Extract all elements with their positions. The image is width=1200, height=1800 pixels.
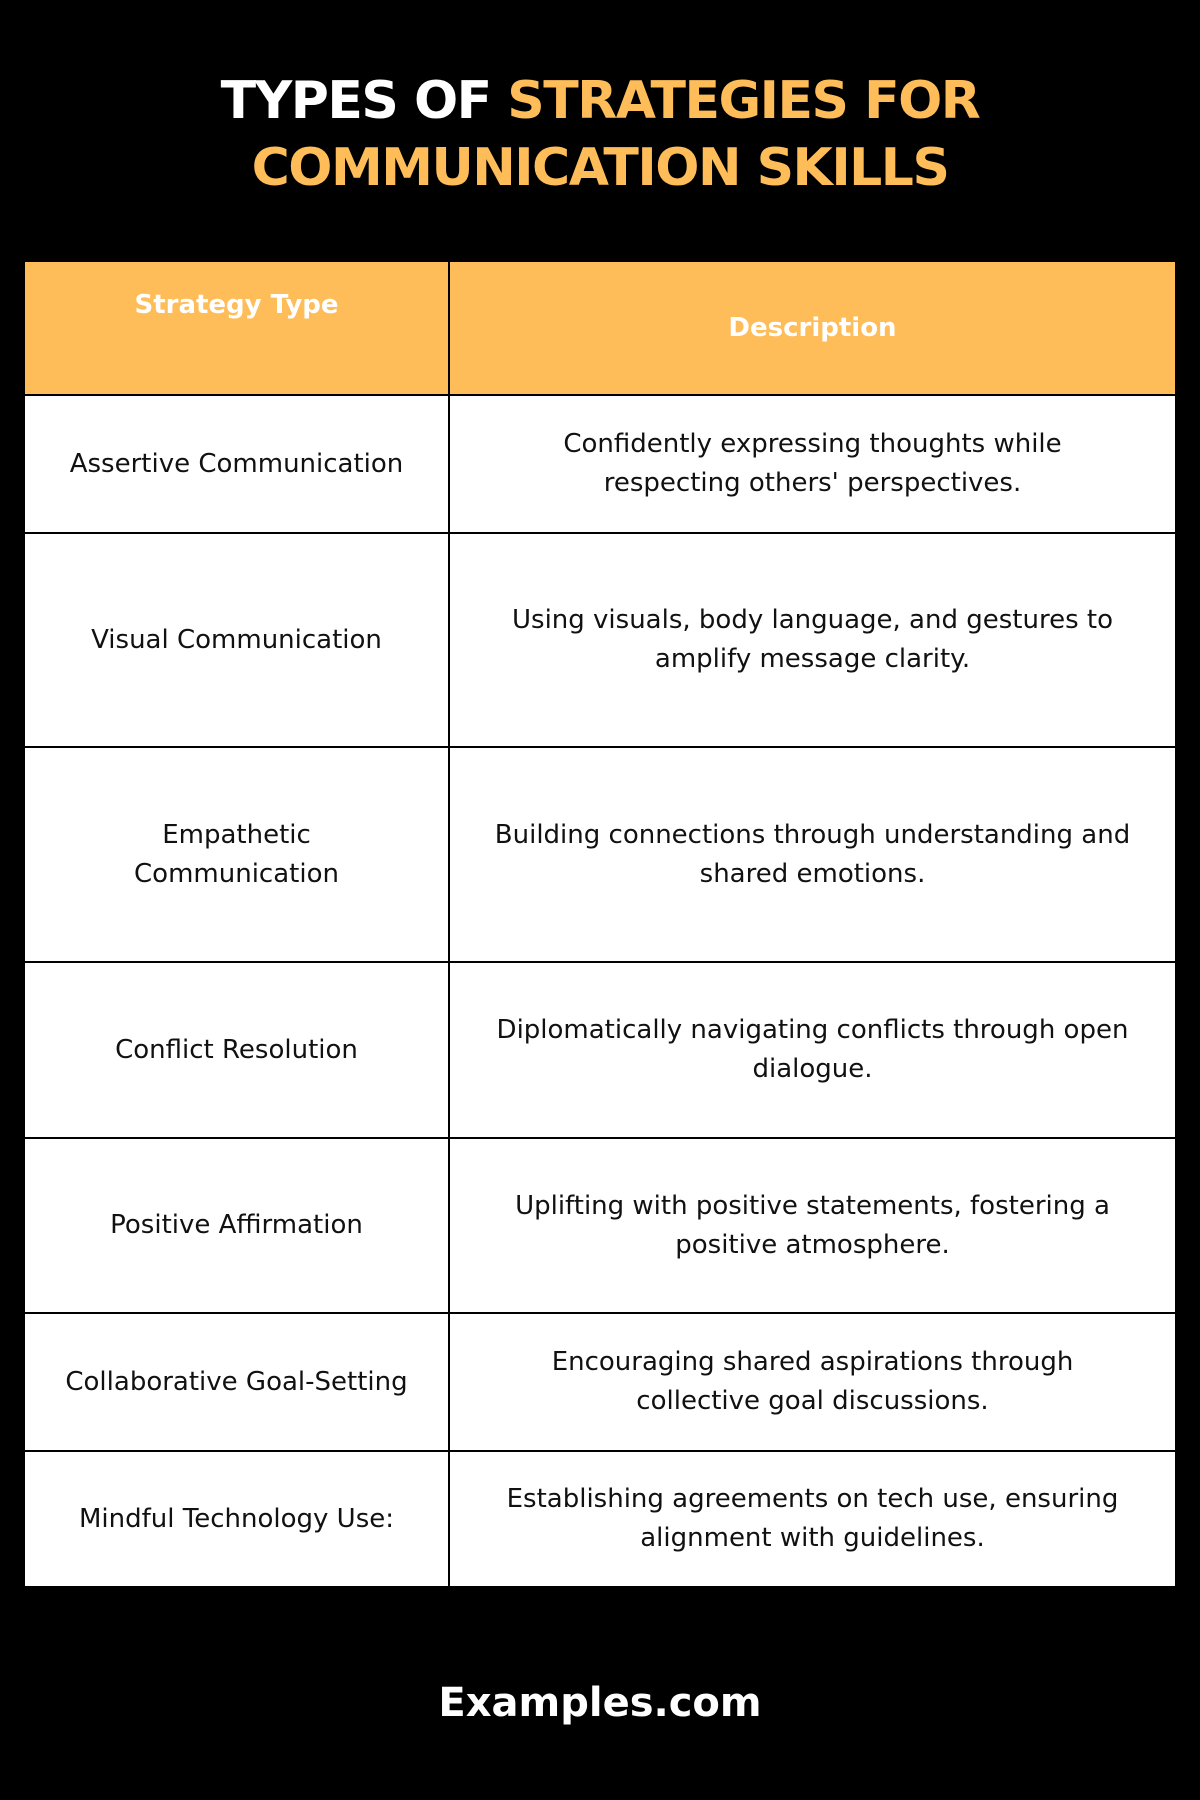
cell-type: Positive Affirmation: [24, 1138, 449, 1313]
cell-description: Confidently expressing thoughts while respecting others' perspectives.: [449, 395, 1176, 533]
table-row: [24, 1313, 1176, 1451]
footer-brand: Examples.com: [438, 1680, 762, 1726]
table-row: [24, 395, 1176, 533]
table-row: [24, 1138, 1176, 1313]
cell-type: Empathetic Communication: [24, 747, 449, 962]
header-strategy-type: Strategy Type: [24, 261, 449, 395]
strategies-table: [23, 260, 1177, 1588]
cell-description: Building connections through understanding and shared emotions.: [449, 747, 1176, 962]
cell-type: Visual Communication: [24, 533, 449, 747]
cell-description: Diplomatically navigating conflicts through open dialogue.: [449, 962, 1176, 1138]
header-description: Description: [449, 261, 1176, 395]
cell-type: Conflict Resolution: [24, 962, 449, 1138]
table-row: [24, 533, 1176, 747]
cell-type: Mindful Technology Use:: [24, 1451, 449, 1587]
title-line2: COMMUNICATION SKILLS: [251, 138, 949, 198]
table-row: [24, 962, 1176, 1138]
cell-type: Collaborative Goal-Setting: [24, 1313, 449, 1451]
cell-description: Using visuals, body language, and gestures to amplify message clarity.: [449, 533, 1176, 747]
title-white: TYPES OF: [220, 71, 508, 131]
cell-description: Encouraging shared aspirations through collective goal discussions.: [449, 1313, 1176, 1451]
cell-type: Assertive Communication: [24, 395, 449, 533]
table-row: [24, 1451, 1176, 1587]
table-row: [24, 747, 1176, 962]
cell-description: Establishing agreements on tech use, ensuring alignment with guidelines.: [449, 1451, 1176, 1587]
title-accent: STRATEGIES FOR: [507, 71, 980, 131]
page-title: [0, 68, 1200, 202]
table-header-row: [24, 261, 1176, 395]
cell-description: Uplifting with positive statements, fostering a positive atmosphere.: [449, 1138, 1176, 1313]
